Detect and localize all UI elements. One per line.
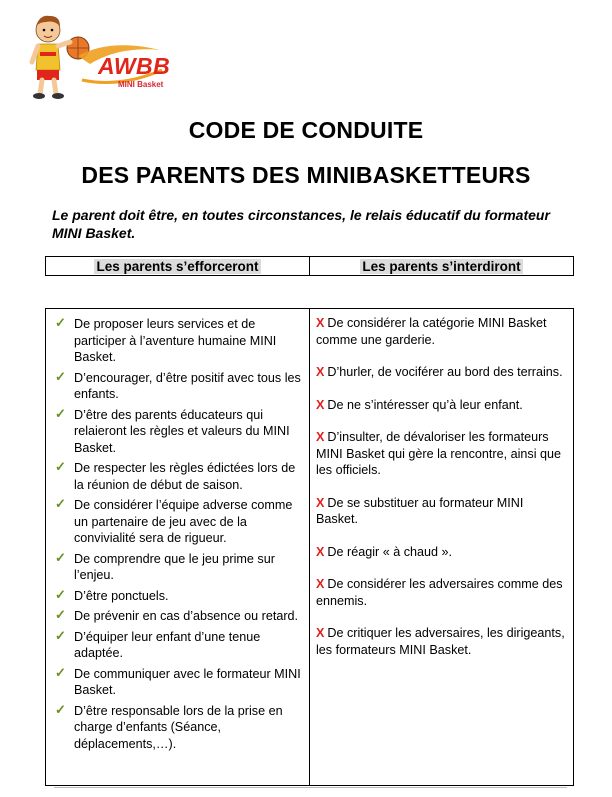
efforts-list — [52, 316, 306, 756]
check-icon: ✓ — [55, 459, 66, 474]
item-text: De critiquer les adversaires, les dirigeants, les formateurs MINI Basket. — [316, 626, 565, 657]
item-text: De comprendre que le jeu prime sur l’enjeu. — [74, 551, 275, 582]
list-item — [52, 666, 306, 699]
item-text: De se substituer au formateur MINI Basket. — [316, 495, 524, 526]
title-line-1: CODE DE CONDUITE — [188, 117, 424, 143]
x-icon: X — [316, 316, 325, 330]
item-text: De respecter les règles édictées lors de la réunion de début de saison. — [74, 461, 296, 492]
item-text: De proposer leurs services et de participer à l’aventure humaine MINI Basket. — [74, 317, 277, 364]
item-text: D’être ponctuels. — [74, 588, 169, 603]
check-icon: ✓ — [55, 496, 66, 511]
x-icon: X — [316, 365, 325, 379]
x-icon: X — [316, 577, 325, 591]
check-icon: ✓ — [55, 549, 66, 565]
item-text: De ne s’intéresser qu’à leur enfant. — [327, 397, 523, 412]
list-item — [52, 497, 306, 547]
item-text: D’hurler, de vociférer au bord des terrains. — [327, 365, 563, 379]
list-item — [316, 544, 568, 561]
check-icon: ✓ — [55, 664, 66, 680]
list-item — [52, 460, 306, 493]
list-item — [52, 316, 306, 366]
header-left-label: Les parents s’efforceront — [96, 258, 259, 274]
list-item — [52, 551, 306, 584]
list-item — [52, 703, 306, 753]
item-text: De considérer les adversaires comme des ennemis. — [316, 577, 563, 608]
check-icon: ✓ — [55, 607, 66, 622]
x-icon: X — [316, 544, 325, 559]
item-text: D’être des parents éducateurs qui relaieront les règles et valeurs du MINI Basket. — [74, 407, 290, 455]
logo-brand-text: AWBB — [98, 53, 171, 79]
list-item — [316, 625, 568, 658]
list-item — [52, 588, 306, 605]
item-text: De communiquer avec le formateur MINI Basket. — [74, 666, 301, 697]
x-icon: X — [316, 430, 325, 444]
list-item — [316, 495, 568, 528]
list-item — [316, 429, 568, 479]
item-text: De considérer la catégorie MINI Basket comme une garderie. — [316, 316, 547, 347]
prohibitions-list — [316, 315, 568, 674]
x-icon: X — [316, 626, 325, 640]
list-item — [316, 397, 568, 414]
list-item — [316, 364, 568, 381]
awbb-logo — [20, 8, 170, 100]
title-line-2: DES PARENTS DES MINIBASKETTEURS — [81, 162, 531, 188]
column-header-table — [45, 256, 574, 276]
x-icon: X — [316, 495, 325, 510]
list-item — [52, 407, 306, 457]
item-text: De prévenir en cas d’absence ou retard. — [74, 609, 299, 623]
header-right — [310, 257, 574, 276]
check-icon: ✓ — [55, 627, 66, 643]
column-divider — [309, 309, 310, 785]
item-text: D’insulter, de dévaloriser les formateurs MINI Basket qui gère la rencontre, ainsi que les officiels. — [316, 430, 562, 477]
check-icon: ✓ — [55, 405, 66, 421]
item-text: D’être responsable lors de la prise en charge d’enfants (Séance, déplacements,…). — [74, 703, 283, 751]
item-text: D’encourager, d’être positif avec tous les enfants. — [74, 370, 301, 401]
list-item — [316, 315, 568, 348]
rules-box — [45, 308, 574, 786]
item-text: D’équiper leur enfant d’une tenue adaptée. — [74, 629, 261, 660]
list-item — [316, 576, 568, 609]
intro-text: Le parent doit être, en toutes circonstances, le relais éducatif du formateur MINI Basket. — [52, 207, 550, 241]
check-icon: ✓ — [55, 315, 66, 330]
list-item — [52, 629, 306, 662]
bottom-rule — [54, 787, 567, 788]
item-text: De réagir « à chaud ». — [327, 544, 453, 559]
list-item — [52, 608, 306, 625]
header-right-label: Les parents s’interdiront — [362, 258, 521, 274]
item-text: De considérer l’équipe adverse comme un partenaire de jeu avec de la convivialité sera de rigueur. — [74, 498, 293, 545]
check-icon: ✓ — [55, 368, 66, 384]
check-icon: ✓ — [55, 586, 66, 602]
x-icon: X — [316, 397, 325, 412]
list-item — [52, 370, 306, 403]
header-left — [46, 257, 310, 276]
logo-subtitle: MINI Basket — [118, 80, 164, 89]
check-icon: ✓ — [55, 701, 66, 717]
